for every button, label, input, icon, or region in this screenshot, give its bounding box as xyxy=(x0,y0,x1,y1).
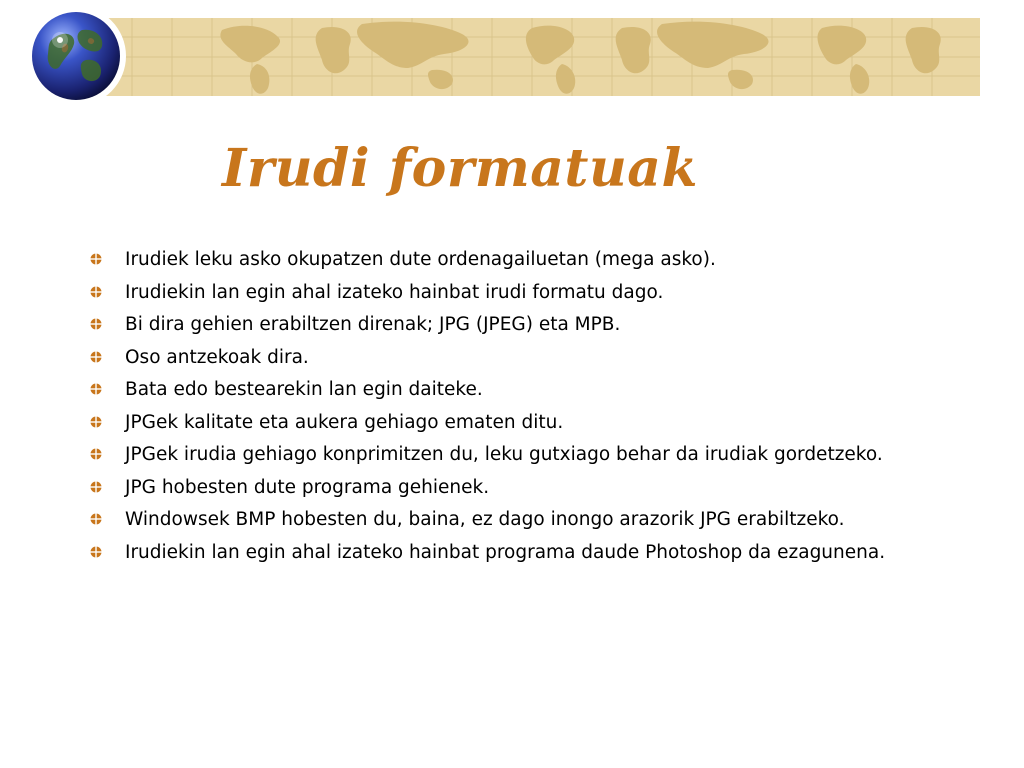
sphere-bullet-icon xyxy=(90,286,102,298)
bullet-item xyxy=(84,506,964,533)
bullet-text: Irudiekin lan egin ahal izateko hainbat programa daude Photoshop da ezagunena. xyxy=(125,541,886,563)
sphere-bullet-icon xyxy=(90,318,102,330)
bullet-text: Bi dira gehien erabiltzen direnak; JPG (JPEG) eta MPB. xyxy=(125,314,621,335)
bullet-item xyxy=(84,376,964,403)
bullet-text: Oso antzekoak dira. xyxy=(125,346,309,368)
sphere-bullet-icon xyxy=(90,253,102,265)
sphere-bullet-icon xyxy=(90,546,102,558)
bullet-text: JPGek kalitate eta aukera gehiago ematen ditu. xyxy=(125,411,564,433)
bullet-item xyxy=(84,311,964,338)
sphere-bullet-icon xyxy=(90,448,102,460)
sphere-bullet-icon xyxy=(90,513,102,525)
bullet-item xyxy=(84,539,964,566)
globe-icon xyxy=(24,8,128,104)
bullet-text: JPG hobesten dute programa gehienek. xyxy=(125,476,490,498)
sphere-bullet-icon xyxy=(90,481,102,493)
bullet-text: Windowsek BMP hobesten du, baina, ez dago inongo arazorik JPG erabiltzeko. xyxy=(125,509,845,530)
bullet-text: Irudiekin lan egin ahal izateko hainbat irudi formatu dago. xyxy=(125,281,664,303)
bullet-item xyxy=(84,474,964,501)
sphere-bullet-icon xyxy=(90,383,102,395)
sphere-bullet-icon xyxy=(90,351,102,363)
bullet-item xyxy=(84,409,964,436)
slide-title: Irudi formatuak xyxy=(222,138,698,199)
bullet-item xyxy=(84,246,964,273)
bullet-item xyxy=(84,279,964,306)
bullet-text: JPGek irudia gehiago konprimitzen du, leku gutxiago behar da irudiak gordetzeko. xyxy=(125,444,883,465)
bullet-text: Irudiek leku asko okupatzen dute ordenagailuetan (mega asko). xyxy=(125,249,716,270)
bullet-item xyxy=(84,441,964,468)
world-map-banner xyxy=(92,18,980,96)
sphere-bullet-icon xyxy=(90,416,102,428)
bullet-text: Bata edo bestearekin lan egin daiteke. xyxy=(125,379,483,400)
bullet-item xyxy=(84,344,964,371)
bullet-list xyxy=(84,246,964,571)
